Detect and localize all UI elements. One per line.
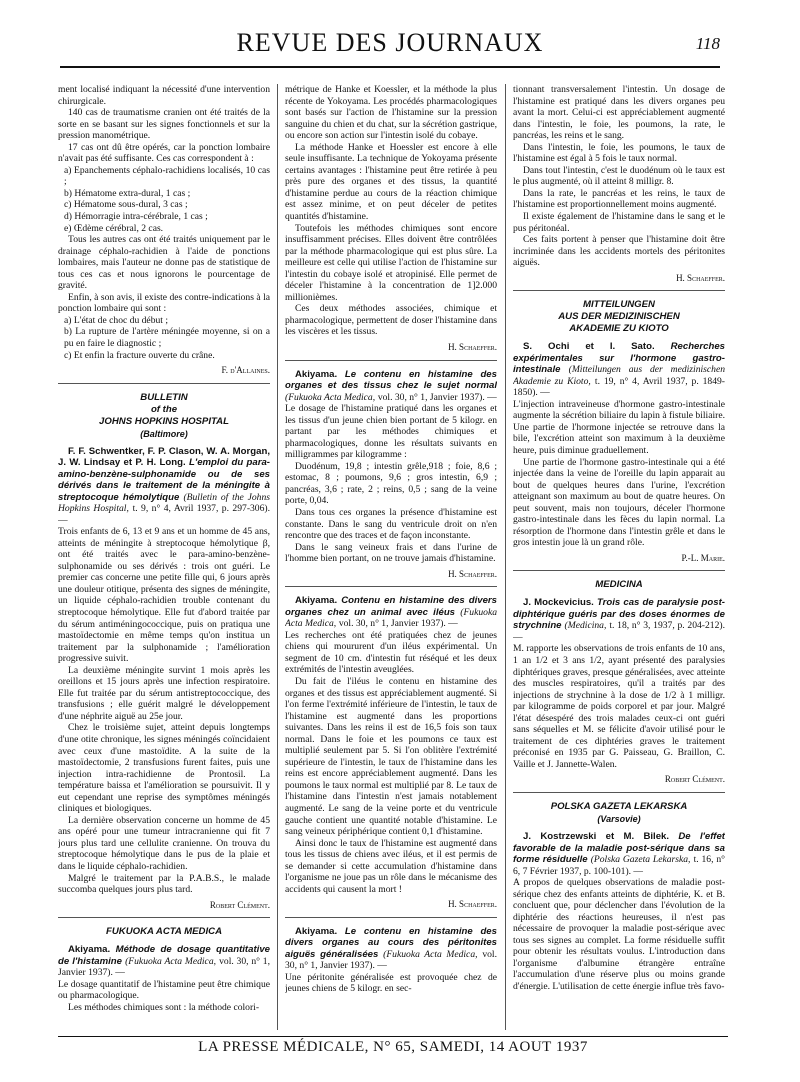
paragraph: La méthode Hanke et Hoessler est encore à elle seule insuffisante. La technique de Yokoyama présente certains avantages : l'histamine peut être retirée à peu près pure des organes et des tissus, la quantité d'histamine perdue au cours de la réaction chimique est assez minime, et on peut déceler de petites quantités d'histamine. xyxy=(285,141,497,223)
paragraph: Dans la rate, le pancréas et les reins, le taux de l'histamine est proportionnellement moins augmenté. xyxy=(513,187,725,211)
paragraph: Les méthodes chimiques sont : la méthode colori- xyxy=(68,1001,260,1013)
paragraph: tionnant transversalement l'intestin. Un dosage de l'histamine est pratiqué dans les divers organes peu avant la mort. Celui-ci est appréciablement augmenté dans l'intestin, le foie, les poumons, la rate, le pancréas, les reins et le sang. xyxy=(513,84,725,142)
author-signature: H. Schaeffer. xyxy=(448,342,497,353)
article-source: (Medicina, xyxy=(564,620,607,632)
paragraph: Trois enfants de 6, 13 et 9 ans et un homme de 45 ans, atteints de méningite à streptocoque hémolytique β, ont été traités avec le para-amino-benzène-sulphonamide ou ses dérivés : trois ont guéri. Le premier cas concerne une petite fille qui, 6 jours après une douleur otitique, présenta des signes de méningite, un liquide céphalo-rachidien trouble contenant du streptocoque hémolytique. Elle fut d'abord traitée par du sérum antiméningococcique, puis on pratiqua une mastoïdectomie en même temps qu'on institua un traitement par la sulphonamide ; l'amélioration progressive suivit. xyxy=(58,526,270,665)
article-authors: S. Ochi et I. Sato. xyxy=(523,341,655,353)
article-heading xyxy=(58,446,270,527)
journal-heading: MEDICINA xyxy=(595,579,643,591)
section-separator xyxy=(513,792,725,793)
article-citation: vol. 30, n° 1, Janvier 1937). — xyxy=(58,955,270,979)
article-citation: t. 9, n° 4, Avril 1937, p. 297-306). — xyxy=(58,503,270,526)
paragraph: A propos de quelques observations de maladie post-sérique chez des enfants atteints de diphtérie, K. et B. concluent que, pour déclencher dans l'évolution de la diphtérie des réactions heureuses, il n'est pas nécessaire de provoquer la maladie post-sérique avec tous ses signes au complet. La forme résiduelle suffit pour obtenir les résultats voulus. L'introduction dans l'organisme d'albumine étrangère entraîne l'accumulation d'une réserve plus ou moins grande d'énergie. L'utilisation de cette énergie influe très favo- xyxy=(513,877,725,992)
column-3 xyxy=(513,84,725,1032)
article-heading xyxy=(285,369,497,404)
paragraph: Il existe également de l'histamine dans le sang et le pus péritonéal. xyxy=(513,211,725,234)
paragraph: métrique de Hanke et Koessler, et la méthode la plus récente de Yokoyama. Les procédés pharmacologiques sont basés sur l'action de l'histamine sur la pression sanguine du chien et du chat, sur la sécrétion gastrique, ou encore son action sur l'intestin isolé du cobaye. xyxy=(285,84,497,142)
paragraph: Le dosage de l'histamine pratiqué dans les organes et les tissus d'un jeune chien bien portant de 5 kilogr. en partant par les méthodes chimiques et pharmacologiques, donne les résultats suivants en milligrammes par kilogramme : xyxy=(285,403,497,461)
column-divider-2 xyxy=(505,84,506,1030)
journal-section-title: REVUE DES JOURNAUX xyxy=(236,28,544,57)
article-source: (Bulletin of the Johns Hopkins Hospital, xyxy=(58,491,270,515)
journal-heading-line: AUS DER MEDIZINISCHEN xyxy=(558,311,680,323)
journal-heading-line: of the xyxy=(150,403,178,415)
paragraph: ment localisé indiquant la nécessité d'une intervention chirurgicale. xyxy=(58,84,270,107)
article-title: Contenu en histamine des divers organes chez un animal avec iléus xyxy=(285,595,497,618)
page-footer xyxy=(58,1036,728,1058)
article-source: (Fukuoka Acta Medica, xyxy=(285,391,376,403)
column-divider-1 xyxy=(277,84,278,1030)
journal-heading-line: JOHNS HOPKINS HOSPITAL xyxy=(99,415,229,427)
article-source: (Fukuoka Acta Medica, xyxy=(285,606,497,630)
article-source: (Polska Gazeta Lekarska, xyxy=(590,854,691,866)
list-item: a) L'état de choc du début ; xyxy=(64,314,169,326)
list-item: b) La rupture de l'artère méningée moyenne, si on a pu en faire le diagnostic ; xyxy=(64,326,270,350)
list-item: c) Et enfin la fracture ouverte du crâne. xyxy=(64,349,215,361)
article-title: Recherches expérimentales sur l'hormone gastro-intestinale xyxy=(513,341,725,376)
section-separator xyxy=(513,570,725,571)
list-item: b) Hématome extra-dural, 1 cas ; xyxy=(64,187,191,199)
list-item: c) Hématome sous-dural, 3 cas ; xyxy=(64,199,188,211)
author-signature: H. Schaeffer. xyxy=(448,568,497,579)
article-source: (Fukuoka Acta Medica, xyxy=(383,948,478,960)
journal-city: (Varsovie) xyxy=(597,814,641,825)
paragraph: L'injection intraveineuse d'hormone gastro-intestinale augmente la sécrétion biliaire du lapin à fistule biliaire. Une partie de l'hormone injectée se retrouve dans la bile, l'excrétion atteint son maximum à la deuxième heure, puis diminue graduellement. xyxy=(513,398,725,456)
paragraph: Toutefois les méthodes chimiques sont encore insuffisamment précises. Elles doivent être contrôlées par la méthode pharmacologique qui est plus sûre. La meilleure est celle qui utilise l'action de l'histamine sur l'intestin du cobaye isolé et atropinisé. Elle permet de déceler l'histamine à la concentration de 1]2.000 millionièmes. xyxy=(285,222,497,303)
paragraph: Ces deux méthodes associées, chimique et pharmacologique, permettent de doser l'histamine dans les viscères et les tissus. xyxy=(285,303,497,338)
journal-city: (Baltimore) xyxy=(140,428,188,439)
article-heading xyxy=(285,926,497,972)
list-item: e) Œdème cérébral, 2 cas. xyxy=(64,222,164,234)
paragraph: Chez le troisième sujet, atteint depuis longtemps d'une otite chronique, les signes méningés coïncidaient avec ceux d'une mastoïdite. A la suite de la mastoïdectomie, 2 transfusions furent faites, puis une injection intra-rachidienne de Prontosil. La température baissa et l'amélioration se poursuivit. Il y eut cependant une reprise des symptômes méningés cliniques et biologiques. xyxy=(58,722,270,815)
paragraph: Tous les autres cas ont été traités uniquement par le drainage céphalo-rachidien à l'aide de ponctions lombaires, mais l'auteur ne donne pas de statistique de tous ces cas et nous ignorons le pourcentage de gravité. xyxy=(58,234,270,292)
page-header xyxy=(60,18,720,68)
article-heading xyxy=(513,341,725,399)
author-signature: Robert Clément. xyxy=(664,774,725,785)
article-authors: J. Mockevicius. xyxy=(523,597,594,609)
article-title: De l'effet favorable de la maladie post-sérique dans sa forme résiduelle xyxy=(513,831,725,866)
paragraph: Ainsi donc le taux de l'histamine est augmenté dans tous les tissus de chiens avec iléus, et il est permis de se demander si cette accumulation d'histamine dans l'organisme ne joue pas un rôle dans le mécanisme des accidents qui causent la mort ! xyxy=(285,837,497,895)
article-heading xyxy=(58,944,270,979)
list-item: a) Epanchements céphalo-rachidiens localisés, 10 cas ; xyxy=(64,164,270,188)
journal-heading xyxy=(513,801,725,825)
author-signature: H. Schaeffer. xyxy=(676,272,725,283)
journal-heading xyxy=(513,299,725,335)
header-rule xyxy=(60,66,720,68)
paragraph: La dernière observation concerne un homme de 45 ans opéré pour une tumeur intracranienne qui fit 7 jours plus tard une cellulite cranienne. On trouva du streptocoque hémolytique dans le pus de la plaie et dans le liquide céphalo-rachidien. xyxy=(58,814,270,873)
article-citation: vol. 30, n° 1, Janvier 1937). — xyxy=(338,618,458,630)
article-source: (Mitteilungen aus der medizinischen Akademie zu Kioto, xyxy=(513,364,725,387)
journal-heading-line: AKADEMIE ZU KIOTO xyxy=(569,323,669,335)
column-1 xyxy=(58,84,270,1032)
author-signature: P.-L. Marie. xyxy=(681,552,725,563)
paragraph: Duodénum, 19,8 ; intestin grêle,918 ; foie, 8,6 ; estomac, 8 ; poumons, 9,6 ; gros intestin, 6,9 ; pancréas, 3,6 ; rate, 2 ; reins, 0,5 ; sang de la veine porte, 0,04. xyxy=(285,460,497,507)
article-authors: J. Kostrzewski et M. Bilek. xyxy=(523,831,670,843)
paragraph: Dans le sang veineux frais et dans l'urine de l'homme bien portant, on ne trouve jamais d'histamine. xyxy=(285,541,497,565)
article-title: Trois cas de paralysie post-diphtérique guéris par des doses énormes de strychnine xyxy=(513,597,725,632)
journal-heading-line: POLSKA GAZETA LEKARSKA xyxy=(550,801,688,813)
issue-line: LA PRESSE MÉDICALE, N° 65, SAMEDI, 14 AOUT 1937 xyxy=(198,1039,588,1055)
section-separator xyxy=(285,917,497,918)
article-authors: F. F. Schwentker, F. P. Clason, W. A. Morgan, J. W. Lindsay et P. H. Long. xyxy=(58,445,270,469)
section-separator xyxy=(513,290,725,291)
paragraph: Enfin, à son avis, il existe des contre-indications à la ponction lombaire qui sont : xyxy=(58,291,270,315)
paragraph: Dans l'intestin, le foie, les poumons, le taux de l'histamine est égal à 5 fois le taux normal. xyxy=(513,141,725,165)
paragraph: Dans tout l'intestin, c'est le duodénum où le taux est le plus augmenté, où il atteint 8 milligr. 8. xyxy=(513,164,725,188)
article-citation: vol. 30, n° 1, Janvier 1937). — xyxy=(285,948,497,972)
article-authors: Akiyama. xyxy=(295,368,338,380)
article-citation: vol. 30, n° 1, Janvier 1937). — xyxy=(377,391,497,403)
paragraph: 17 cas ont dû être opérés, car la ponction lombaire n'avait pas été suffisante. Ces cas correspondent à : xyxy=(58,141,270,165)
article-authors: Akiyama. xyxy=(68,944,111,956)
article-title: Le contenu en histamine des organes et des tissus chez le sujet normal xyxy=(285,368,497,392)
author-signature: F. d'Allaines. xyxy=(221,365,270,376)
column-2 xyxy=(285,84,497,1032)
paragraph: Malgré le traitement par la P.A.B.S., le malade succomba quelques jours plus tard. xyxy=(58,872,270,896)
article-title: L'emploi du para-amino-benzène-sulphonamide ou de ses dérivés dans le traitement de la méningite à streptocoque hémolytique xyxy=(58,457,270,503)
paragraph: 140 cas de traumatisme cranien ont été traités de la sorte en se basant sur les signes fonctionnels et sur la pression manométrique. xyxy=(58,107,270,142)
article-citation: t. 19, n° 4, Avril 1937, p. 1849-1850). — xyxy=(513,375,725,399)
article-citation: t. 18, n° 3, 1937, p. 204-212). — xyxy=(513,620,725,643)
journal-heading xyxy=(58,392,270,440)
paragraph: La deuxième méningite survint 1 mois après les oreillons et 15 jours après une infection respiratoire. Elle fut traitée par du sérum antistreptococcique, des transfusions ; elle guérit malgré le développement d'une néphrite aiguë au 25e jour. xyxy=(58,664,270,722)
author-signature: H. Schaeffer. xyxy=(448,899,497,910)
page-number: 118 xyxy=(695,34,720,53)
article-title: Méthode de dosage quantitative de l'histamine xyxy=(58,944,270,967)
paragraph: Ces faits portent à penser que l'histamine doit être incriminée dans les accidents mortels des péritonites aiguës. xyxy=(513,234,725,269)
article-authors: Akiyama. xyxy=(295,595,338,607)
list-item: d) Hémorragie intra-cérébrale, 1 cas ; xyxy=(64,211,208,223)
journal-heading: FUKUOKA ACTA MEDICA xyxy=(106,926,222,938)
journal-heading-line: MITTEILUNGEN xyxy=(583,299,655,311)
paragraph: Dans tous ces organes la présence d'histamine est constante. Dans le sang du ventricule droit on n'en rencontre que des traces et de façon inconstante. xyxy=(285,507,497,542)
paragraph: Une partie de l'hormone gastro-intestinale qui a été injectée dans la veine de l'oreille du lapin apparait au bout de quelques heures dans l'urine, l'excrétion atteignant son maximum au bout de quatre heures. On peut souvent, mais non toujours, déceler l'hormone gastro-intestinale dans les fèces du lapin normal. La résorption de l'hormone dans l'intestin grêle et dans le gros intestin joue là un grand rôle. xyxy=(513,456,725,549)
paragraph: M. rapporte les observations de trois enfants de 10 ans, 1 an 1/2 et 3 ans 1/2, ayant présenté des paralysies diphtériques graves, presque généralisées, avec atteinte des muscles respiratoires, qu'il a traités par des injections de strychnine à la dose de 1/2 à 1 milligr. par kilogramme de poids corporel et par jour. Malgré l'état désespéré des trois malades ceux-ci ont guéri sans séquelles et M. se félicite d'avoir utilisé pour le traitement de ces diphtéries graves le traitement préconisé en 1935 par G. Paisseau, G. Braillon, C. Vaille et J. Jannette-Walen. xyxy=(513,643,725,770)
section-separator xyxy=(58,383,270,384)
paragraph: Du fait de l'iléus le contenu en histamine des organes et des tissus est appréciablement augmenté. Si l'on ferme l'extrémité inférieure de l'intestin, le taux de l'histamine est augmenté dans les proportions suivantes. Dans les reins il est de 16,5 fois son taux normal. Dans le foie et les poumons ce taux est multiplié seulement par 5. Si l'on oblitère l'extrémité supérieure de l'intestin, le taux de l'histamine dans les reins est encore appréciablement augmenté. Dans les poumons le taux normal est multiplié par 8. Le taux de l'histamine dans l'intestin n'est jamais notablement augmenté. Le sang de la veine porte et du ventricule gauche contient une quantité notable d'histamine. Le sang veineux périphérique contient 0,1 d'histamine. xyxy=(285,675,497,838)
paragraph: Une péritonite généralisée est provoquée chez de jeunes chiens de 5 kilogr. en sec- xyxy=(285,971,497,995)
article-authors: Akiyama. xyxy=(295,925,338,937)
section-separator xyxy=(58,917,270,918)
article-heading xyxy=(513,597,725,643)
article-citation: t. 16, n° 6, 7 Février 1937, p. 100-101). — xyxy=(513,854,725,877)
footer-rule xyxy=(58,1036,728,1037)
article-heading xyxy=(513,831,725,877)
section-separator xyxy=(285,586,497,587)
section-separator xyxy=(285,360,497,361)
journal-heading-line: BULLETIN xyxy=(140,391,188,403)
author-signature: Robert Clément. xyxy=(209,899,270,910)
article-heading xyxy=(285,595,497,630)
article-source: (Fukuoka Acta Medica, xyxy=(125,955,217,967)
article-title: Le contenu en histamine des divers organes au cours des péritonites aiguës généralisées xyxy=(285,925,497,960)
paragraph: Le dosage quantitatif de l'histamine peut être chimique ou pharmacologique. xyxy=(58,978,270,1002)
paragraph: Les recherches ont été pratiquées chez de jeunes chiens qui moururent d'un iléus expérimental. Un segment de 10 cm. d'intestin fut réséqué et les deux extrémités de l'intestin aveuglées. xyxy=(285,629,497,676)
